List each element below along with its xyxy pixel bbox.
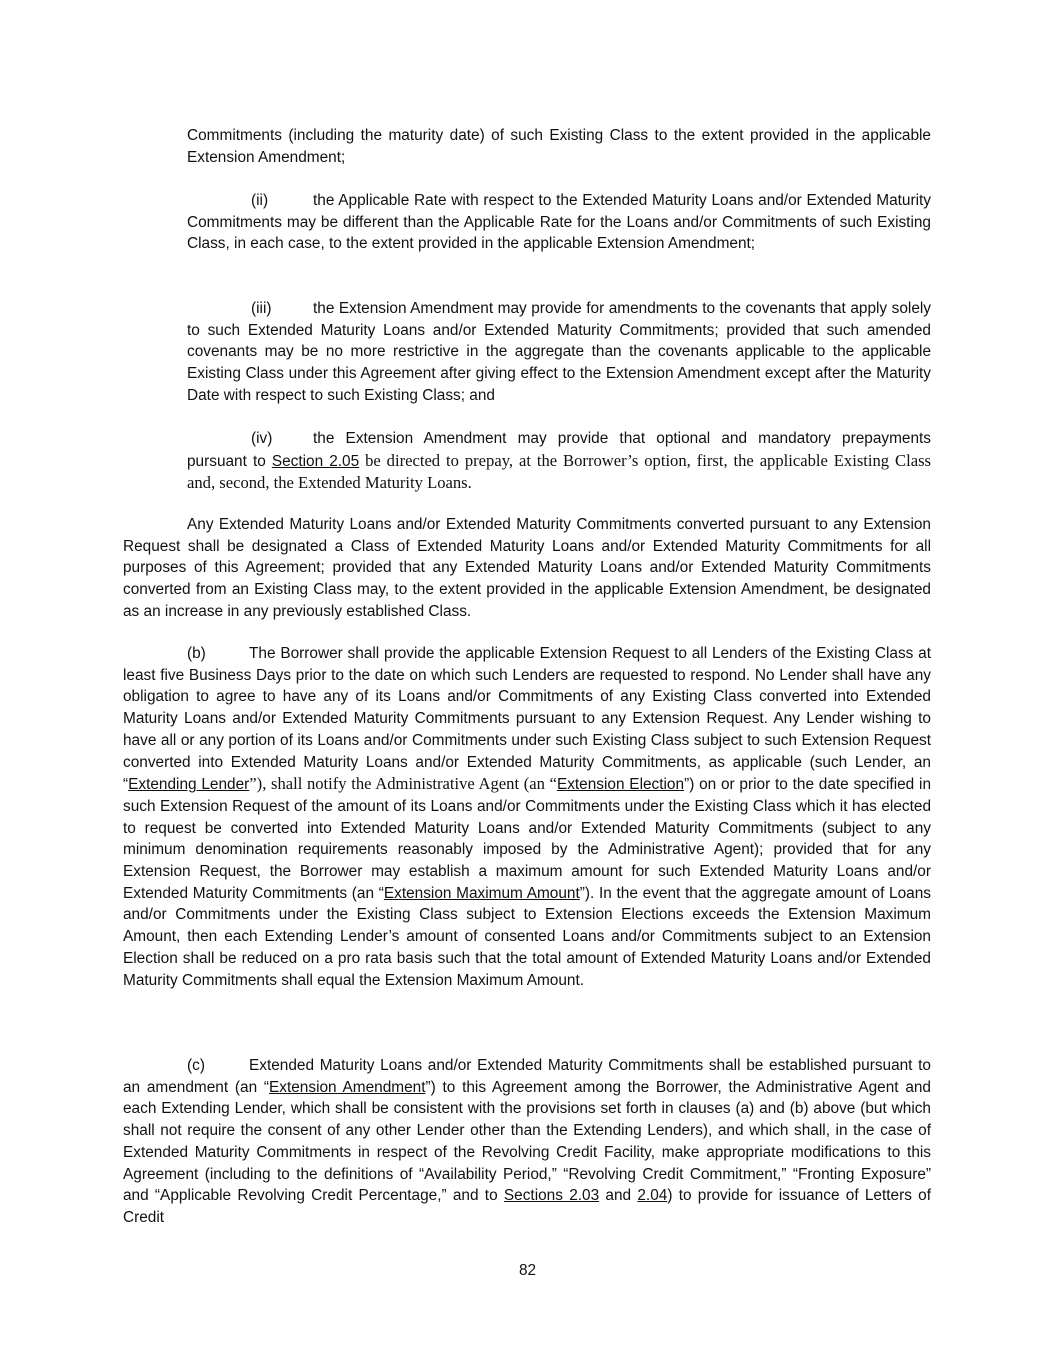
term-extension-election: Extension Election (556, 776, 685, 794)
term-extension-maximum-amount: Extension Maximum Amount (383, 884, 580, 902)
clause-iv-number: (iv) (251, 430, 273, 447)
clause-iii-number: (iii) (251, 300, 272, 317)
sections-2-03-link[interactable]: Sections 2.03 (503, 1187, 600, 1205)
paragraph-extended-loans (123, 514, 931, 623)
clause-iv-text-a: the Extension Amendment may provide that optional and mandatory prepayments pursuant to (187, 430, 931, 470)
paragraph-b-text-3: ”) on or prior to the date specified in such Extension Request of the amount of its Loans and/or Commitments under the Existing Class which it has elected to request be converted into Extended Maturity Loans and/or Extended Maturity Commitments (subject to any minimum denomination requirements reasonably imposed by the Administrative Agent); provided that for any Extension Request, the Borrower may establish a maximum amount for such Extended Maturity Loans and/or Extended Maturity Commitments (an “ (123, 776, 931, 902)
section-2-04-link[interactable]: 2.04 (637, 1187, 668, 1205)
section-2-05-link[interactable]: Section 2.05 (271, 452, 360, 470)
clause-iv (187, 428, 931, 495)
paragraph-b (123, 643, 931, 991)
clause-ii-text: the Applicable Rate with respect to the Extended Maturity Loans and/or Extended Maturity Commitments may be different than the Applicable Rate for the Loans and/or Commitments of such Existing Class, in each case, to the extent provided in the applicable Extension Amendment; (187, 192, 931, 253)
clause-iii (187, 298, 931, 407)
page-number: 82 (518, 1262, 537, 1279)
paragraph-c-number: (c) (187, 1057, 205, 1074)
paragraph-b-text-2: ”), shall notify the Administrative Agent (an “ (249, 774, 557, 794)
paragraph-c-and: and (599, 1187, 638, 1205)
paragraph-c (123, 1055, 931, 1229)
paragraph-c-text-1: Extended Maturity Loans and/or Extended Maturity Commitments shall be established pursuant to an amendment (an “ (123, 1057, 931, 1096)
term-extension-amendment: Extension Amendment (269, 1078, 426, 1096)
paragraph-c-text-2: ”) to this Agreement among the Borrower, the Administrative Agent and each Extending Lender, which shall be consistent with the provisions set forth in clauses (a) and (b) above (but which shall not require the consent of any other Lender other than the Extending Lenders), and which shall, in the case of Extended Maturity Commitments in respect of the Revolving Credit Facility, make appropriate modifications to this Agreement (including to the definitions of “Availability Period,” “Revolving Credit Commitment,” “Fronting Exposure” and “Applicable Revolving Credit Percentage,” and to (123, 1078, 931, 1205)
paragraph-extended-loans-text: Any Extended Maturity Loans and/or Extended Maturity Commitments converted pursuant to any Extension Request shall be designated a Class of Extended Maturity Loans and/or Extended Maturity Commitments for all purposes of this Agreement; provided that any Extended Maturity Loans and/or Extended Maturity Commitments converted from an Existing Class may, to the extent provided in the applicable Extension Amendment, be designated as an increase in any previously established Class. (123, 516, 931, 620)
paragraph-b-text-4: ”). In the event that the aggregate amount of Loans and/or Commitments under the Existing Class subject to Extension Elections exceeds the Extension Maximum Amount, then each Extending Lender’s amount of consented Loans and/or Commitments subject to an Extension Election shall be reduced on a pro rata basis such that the total amount of Extended Maturity Loans and/or Extended Maturity Commitments shall equal the Extension Maximum Amount. (123, 884, 931, 989)
clause-iv-text-b: be directed to prepay, at the Borrower’s option, first, the applicable Existing Class and, second, the Extended Maturity Loans. (187, 450, 931, 493)
clause-ii (187, 190, 931, 255)
clause-i-continuation: Commitments (including the maturity date) of such Existing Class to the extent provided in the applicable Extension Amendment; (187, 127, 931, 166)
paragraph-c-text-3: ) to provide for issuance of Letters of Credit (123, 1187, 931, 1226)
clause-iii-text: the Extension Amendment may provide for amendments to the covenants that apply solely to such Extended Maturity Loans and/or Extended Maturity Commitments; provided that such amended covenants may be no more restrictive in the aggregate than the covenants applicable to the applicable Existing Class under this Agreement after giving effect to the Extension Amendment except after the Maturity Date with respect to such Existing Class; and (187, 300, 931, 404)
term-extending-lender: Extending Lender (128, 776, 250, 794)
paragraph-b-text-1: The Borrower shall provide the applicable Extension Request to all Lenders of the Existing Class at least five Business Days prior to the date on which such Lenders are requested to respond. No Lender shall have any obligation to agree to have any of its Loans and/or Commitments of any Existing Class converted into Extended Maturity Loans and/or Extended Maturity Commitments pursuant to any Extension Request. Any Lender wishing to have all or any portion of its Loans and/or Commitments under such Existing Class subject to such Extension Request converted into Extended Maturity Loans and/or Extended Maturity Commitments, as applicable (such Lender, an “ (123, 645, 931, 794)
paragraph-b-number: (b) (187, 645, 206, 662)
clause-ii-number: (ii) (251, 192, 269, 209)
